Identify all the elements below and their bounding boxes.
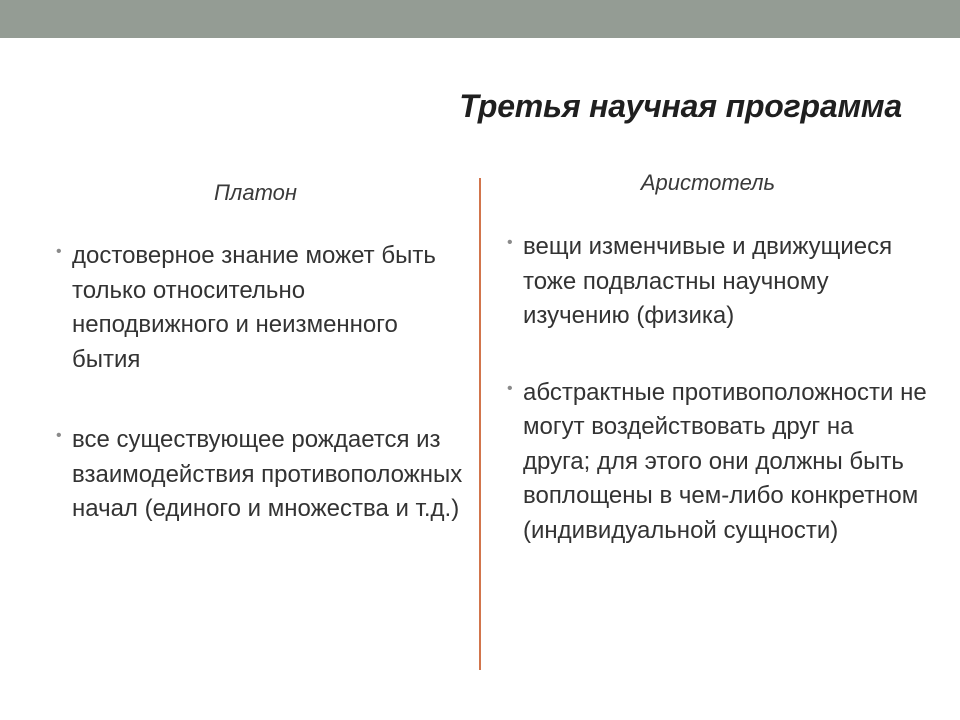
list-item bbox=[56, 239, 466, 377]
list-item bbox=[56, 423, 466, 527]
column-divider bbox=[479, 178, 481, 670]
slide-title: Третья научная программа bbox=[459, 88, 902, 124]
bullet-text: вещи изменчивые и движущиеся тоже подвластны научному изучению (физика) bbox=[523, 233, 893, 329]
bullet-text: достоверное знание может быть только относительно неподвижного и неизменного бытия bbox=[72, 242, 436, 373]
bullet-text: все существующее рождается из взаимодействия противоположных начал (единого и множества и т.д.) bbox=[72, 426, 463, 522]
bullet-icon: • bbox=[56, 243, 62, 260]
bullet-icon: • bbox=[507, 379, 513, 397]
right-bullet-list bbox=[507, 230, 927, 548]
left-bullet-list bbox=[56, 239, 466, 527]
bullet-text: абстрактные противоположности не могут воздействовать друг на друга; для этого они должны быть воплощены в чем-либо конкретном (индивидуальной сущности) bbox=[523, 378, 927, 544]
bullet-icon: • bbox=[507, 234, 513, 251]
bullet-icon: • bbox=[56, 427, 62, 444]
top-accent-bar bbox=[0, 0, 960, 38]
list-item bbox=[507, 230, 927, 334]
right-column-heading: Аристотель bbox=[640, 170, 776, 195]
list-item bbox=[507, 376, 927, 549]
left-column-heading: Платон bbox=[213, 180, 297, 205]
